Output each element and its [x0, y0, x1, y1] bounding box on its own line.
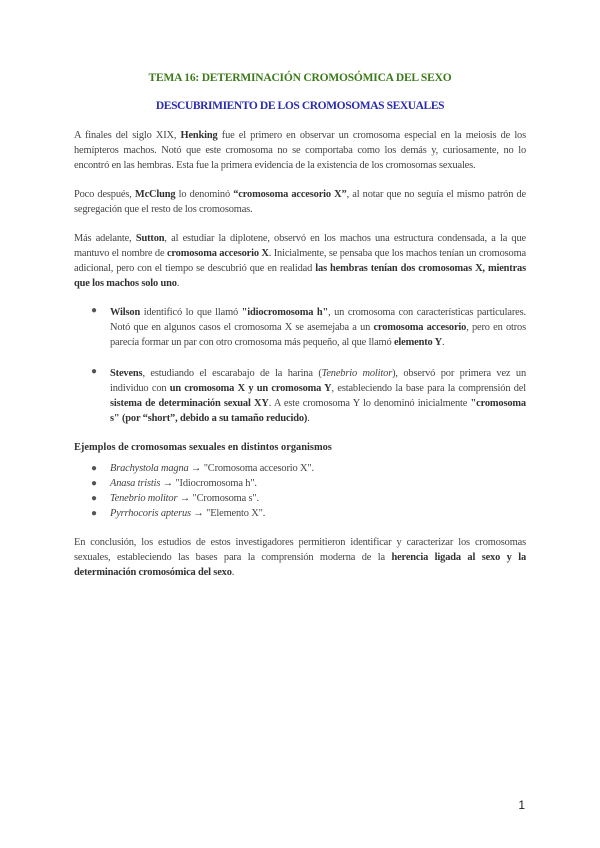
document-page [74, 64, 526, 580]
section-heading: DESCUBRIMIENTO DE LOS CROMOSOMAS SEXUALES [155, 100, 445, 112]
list-item: ● Anasa tristis → "Idiocromosoma h". [91, 478, 257, 489]
paragraph-henking: A finales del siglo XIX, Henking fue el primero en observar un cromosoma especial en la meiosis de los hemípteros machos. Notó que este cromosoma no se comportaba como los demás y, curiosamente, no lo encontró en las hembras. Esta fue la primera evidencia de la existencia de los cromosomas sexuales. [74, 130, 526, 171]
list-item: ● Brachystola magna → "Cromosoma accesorio X". [91, 463, 314, 474]
bullet-icon: ● [91, 508, 97, 519]
examples-heading: Ejemplos de cromosomas sexuales en distintos organismos [74, 442, 332, 453]
paragraph-conclusion: En conclusión, los estudios de estos investigadores permitieron identificar y caracterizar los cromosomas sexuales, estableciendo las bases para la comprensión moderna de la herencia ligada al sexo y la determinación cromosómica del sexo. [74, 537, 526, 578]
document-title: TEMA 16: DETERMINACIÓN CROMOSÓMICA DEL SEXO [148, 72, 452, 84]
name-sutton: Sutton [135, 233, 165, 244]
bullet-icon: ● [91, 366, 98, 377]
paragraph-sutton: Más adelante, Sutton, al estudiar la diplotene, observó en los machos una estructura condensada, a la que mantuvo el nombre de cromosoma accesorio X. Inicialmente, se pensaba que los machos tenían un cromosoma adicional, pero con el tiempo se descubrió que en realidad las hembras tenían dos cromosomas X, mientras que los machos solo uno. [74, 233, 527, 289]
bullet-icon: ● [91, 463, 97, 474]
name-henking: Henking [180, 130, 218, 141]
paragraph-mcclung: Poco después, McClung lo denominó “cromosoma accesorio X”, al notar que no seguía el mismo patrón de segregación que el resto de los cromosomas. [74, 189, 526, 215]
bullet-icon: ● [91, 305, 98, 316]
list-item-stevens: ● Stevens, estudiando el escarabajo de la harina (Tenebrio molitor), observó por primera vez un individuo con un cromosoma X y un cromosoma Y, estableciendo la base para la comprensión del sistema de determinación sexual XY. A este cromosoma Y lo denominó inicialmente "cromosoma s" (por “short”, debido a su tamaño reducido). [91, 366, 527, 424]
page-number: 1 [518, 798, 525, 812]
bullet-icon: ● [91, 493, 97, 504]
examples-list [74, 461, 526, 521]
list-item-wilson: ● Wilson identificó lo que llamó "idiocromosoma h", un cromosoma con características particulares. Notó que en algunos casos el cromosoma X se asemejaba a un cromosoma accesorio, pero en otros parecía formar un par con otro cromosoma más pequeño, al que llamó elemento Y. [91, 305, 526, 348]
arrow-icon: → [162, 478, 174, 489]
researcher-list [74, 305, 526, 426]
list-item: ● Pyrrhocoris apterus → "Elemento X". [91, 508, 266, 519]
arrow-icon: → [193, 508, 204, 519]
arrow-icon: → [179, 493, 191, 504]
list-item: ● Tenebrio molitor → "Cromosoma s". [91, 493, 259, 504]
bullet-icon: ● [91, 478, 97, 489]
arrow-icon: → [191, 463, 202, 474]
name-mcclung: McClung [134, 189, 176, 200]
